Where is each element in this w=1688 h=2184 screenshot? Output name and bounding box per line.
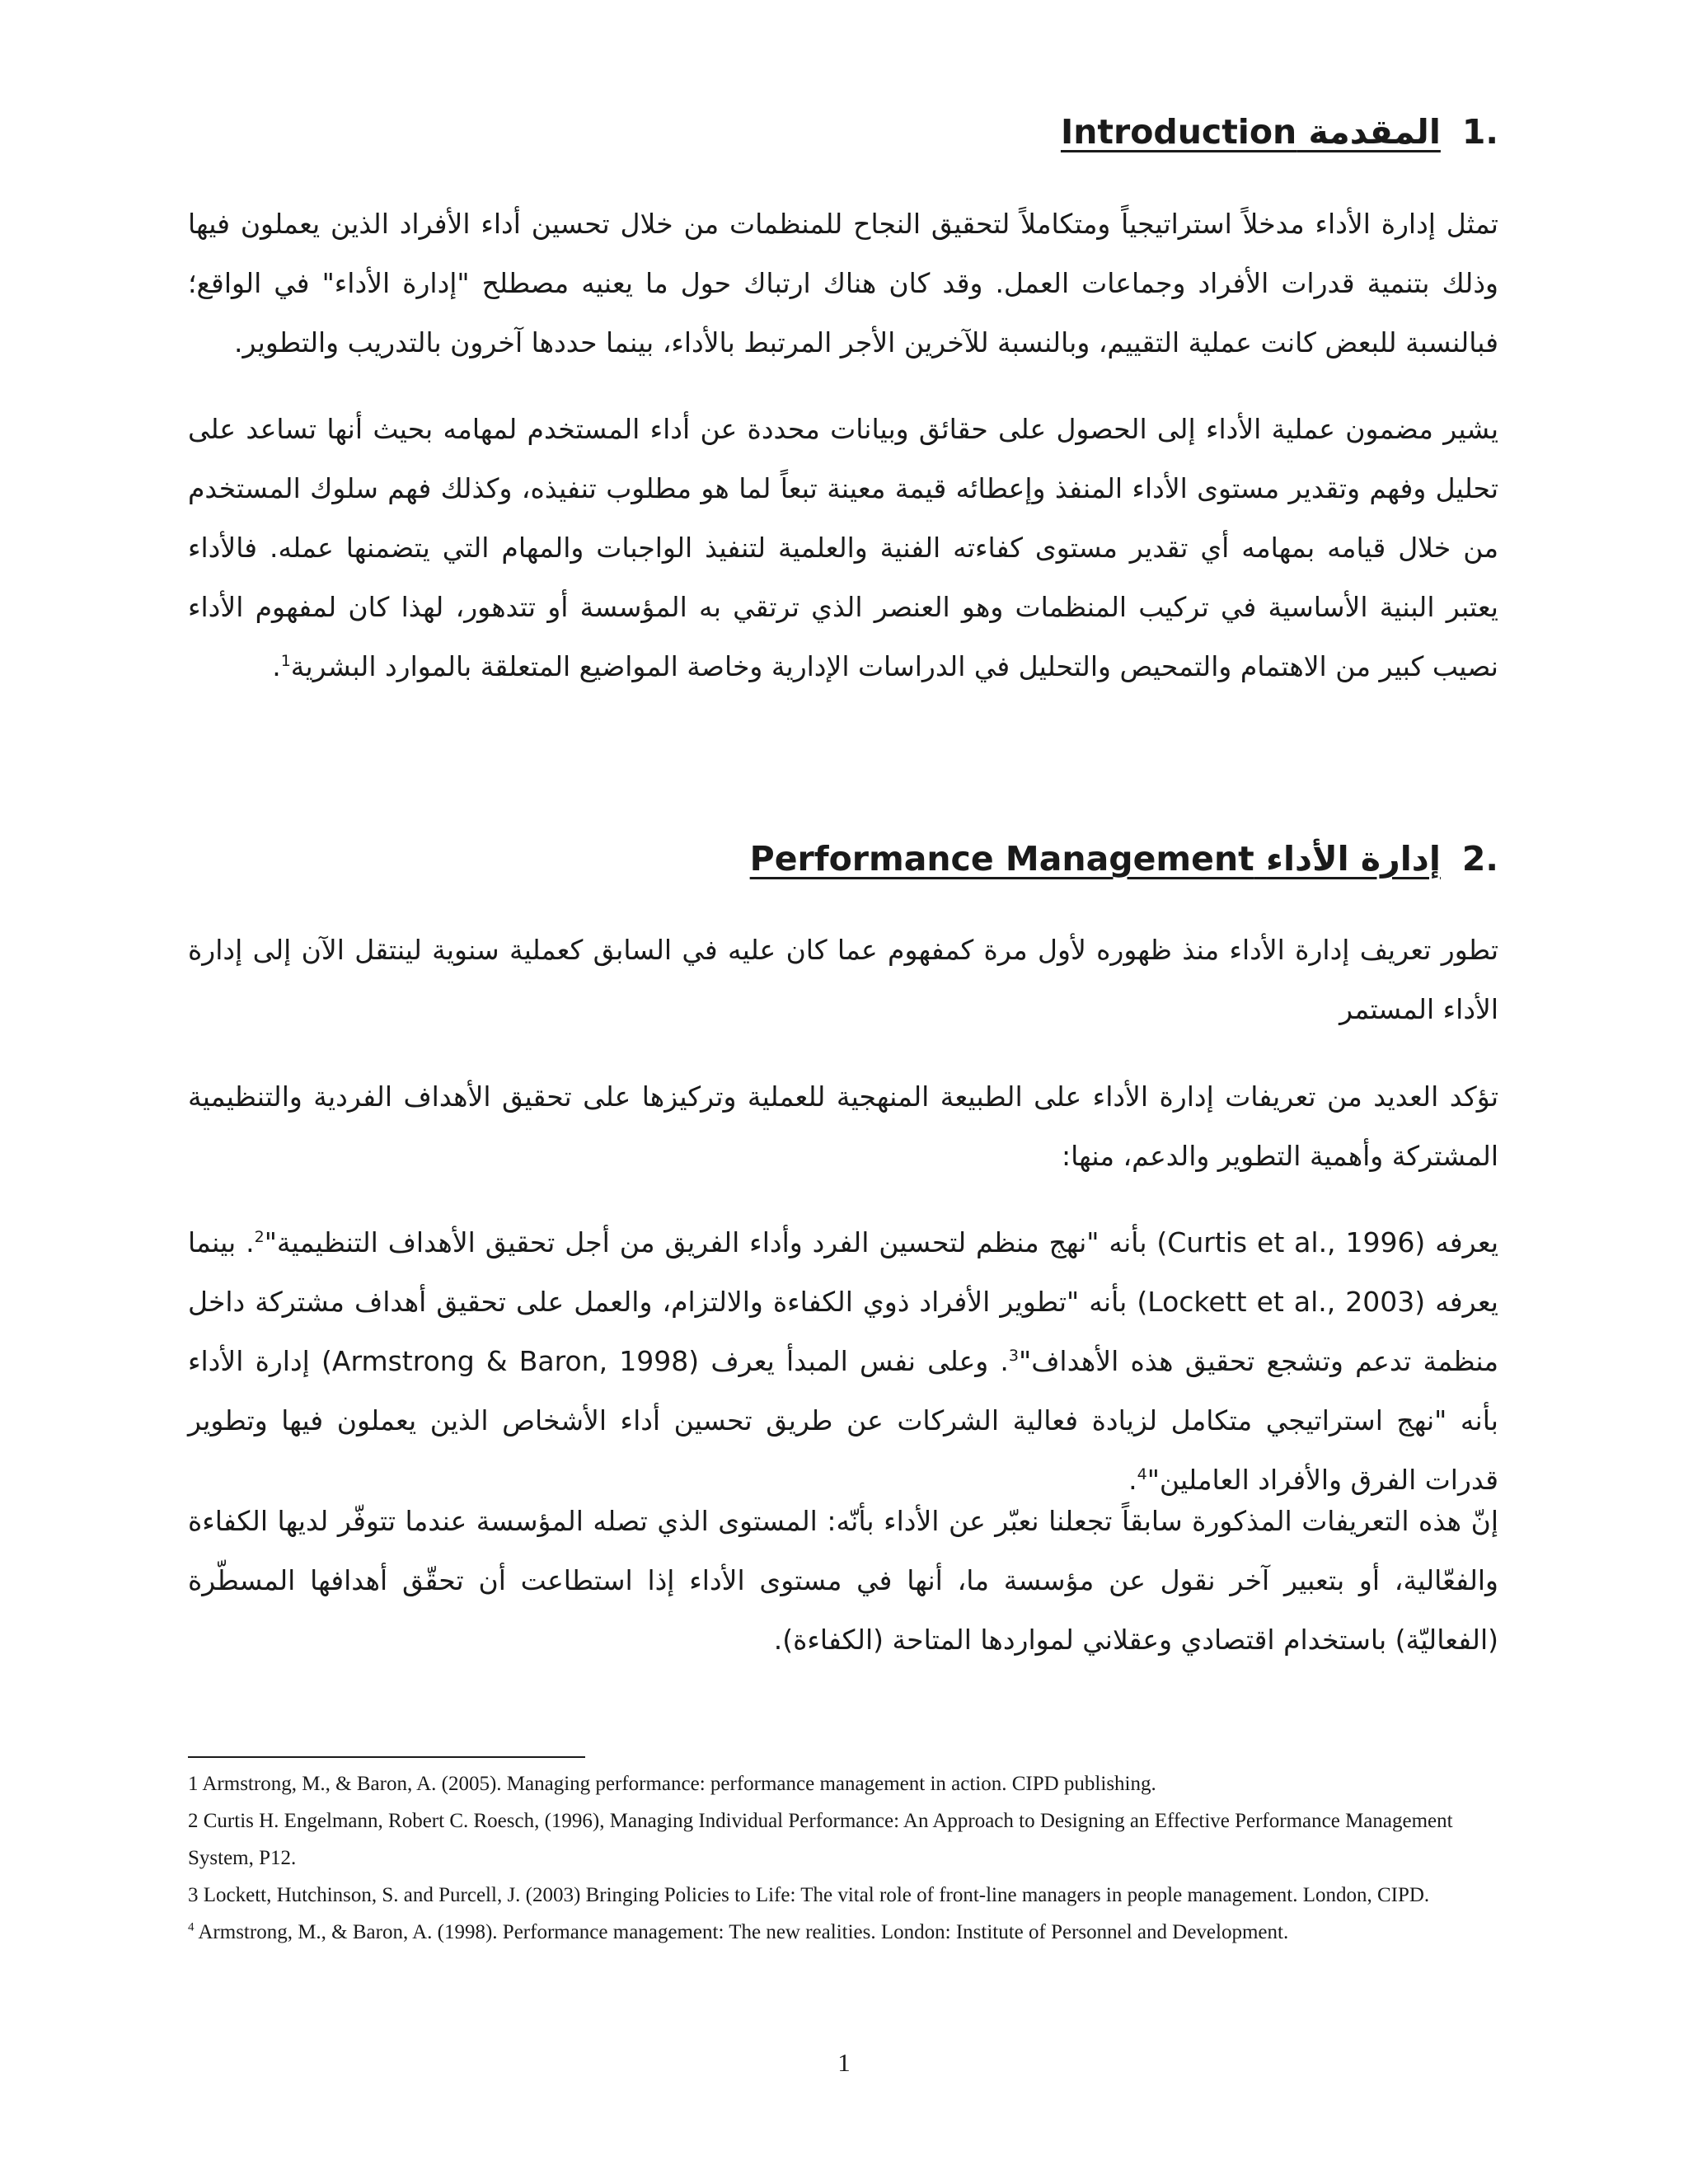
footnote-1-mark: 1 [188,1773,199,1795]
footnote-separator [188,1756,585,1758]
section-2-heading [188,834,1498,883]
footnotes [188,1765,1498,1951]
citation-armstrong: (Armstrong & Baron, 1998) [321,1345,700,1377]
footnote-3-mark: 3 [188,1884,199,1906]
section-1-paragraph-2-end: . [272,650,281,682]
footnote-2-mark: 2 [188,1810,199,1832]
footnote-ref-4: 4 [1137,1465,1147,1483]
section-1-title-ar: المقدمة [1308,112,1441,152]
section-2-title [750,839,1441,879]
section-1-title [1061,112,1441,152]
section-2-title-en: Performance Management [749,839,1254,879]
section-1-paragraph-2 [188,400,1498,696]
section-2-paragraph-1: تطور تعريف إدارة الأداء منذ ظهوره لأول مرة كمفهوم عما كان عليه في السابق كعملية سنوية لينتقل الآن إلى إدارة الأداء المستمر [188,934,1498,1025]
p3-text-2: بأنه "نهج منظم لتحسين الفرد وأداء الفريق من أجل تحقيق الأهداف التنظيمية" [264,1226,1157,1258]
section-2-paragraph-4: إنّ هذه التعريفات المذكورة سابقاً تجعلنا نعبّر عن الأداء بأنّه: المستوى الذي تصله المؤسسة عندما تتوفّر لديها الكفاءة والفعّالية، أو بتعبير آخر نقول عن مؤسسة ما، أنها في مستوى الأداء إذا استطاعت أن تحقّق أهدافها المسطّرة (الفعاليّة) باستخدام اقتصادي وعقلاني لمواردها المتاحة (الكفاءة). [188,1505,1498,1656]
footnote-2 [188,1802,1498,1877]
footnote-4 [188,1914,1498,1951]
section-1-paragraph-1: تمثل إدارة الأداء مدخلاً استراتيجياً ومتكاملاً لتحقيق النجاح للمنظمات من خلال تحسين أداء الأفراد الذين يعملون فيها وذلك بتنمية قدرات الأفراد وجماعات العمل. وقد كان هناك ارتباك حول ما يعنيه مصطلح "إدارة الأداء" في الواقع؛ فبالنسبة للبعض كانت عملية التقييم، وبالنسبة للآخرين الأجر المرتبط بالأداء، بينما حددها آخرون بالتدريب والتطوير. [188,208,1498,359]
citation-lockett: (Lockett et al., 2003) [1137,1286,1426,1318]
page-number: 1 [837,2048,851,2077]
p3-text-3: . بينما يعرفه [188,1226,1498,1318]
p3-text-4: بأنه "تطوير الأفراد ذوي الكفاءة والالتزام، والعمل على تحقيق أهداف مشتركة داخل منظمة تدعم وتشجع تحقيق هذه الأهداف" [188,1286,1499,1377]
p3-text-1: يعرفه [1425,1226,1498,1258]
section-1-number: .1 [1461,112,1498,152]
footnote-4-text: Armstrong, M., & Baron, A. (1998). Performance management: The new realities. London: Institute of Personnel and Development. [194,1921,1289,1943]
footnote-ref-1: 1 [280,652,291,670]
section-2-paragraph-2: تؤكد العديد من تعريفات إدارة الأداء على الطبيعة المنهجية للعملية وتركيزها على تحقيق الأهداف الفردية والتنظيمية المشتركة وأهمية التطوير والدعم، منها: [188,1080,1498,1172]
footnote-3 [188,1877,1498,1914]
section-1-paragraph-2-text: يشير مضمون عملية الأداء إلى الحصول على حقائق وبيانات محددة عن أداء المستخدم لمهامه بحيث أنها تساعد على تحليل وفهم وتقدير مستوى الأداء المنفذ وإعطائه قيمة معينة تبعاً لما هو مطلوب تنفيذه، وكذلك فهم سلوك المستخدم من خلال قيامه بمهامه أي تقدير مستوى كفاءته الفنية والعلمية لتنفيذ الواجبات والمهام التي يتضمنها عمله. فالأداء يعتبر البنية الأساسية في تركيب المنظمات وهو العنصر الذي ترتقي به المؤسسة أو تتدهور، لهذا كان لمفهوم الأداء نصيب كبير من الاهتمام والتمحيص والتحليل في الدراسات الإدارية وخاصة المواضيع المتعلقة بالموارد البشرية [188,413,1498,682]
p3-text-5: . وعلى نفس المبدأ يعرف [699,1345,1009,1377]
footnote-ref-3: 3 [1008,1347,1020,1365]
footnote-2-text: Curtis H. Engelmann, Robert C. Roesch, (1996), Managing Individual Performance: An Approach to Designing an Effective Performance Management System, P12. [188,1810,1453,1869]
section-2-title-ar: إدارة الأداء [1266,839,1441,879]
footnote-3-text: Lockett, Hutchinson, S. and Purcell, J. (2003) Bringing Policies to Life: The vital role of front-line managers in people management. London, CIPD. [198,1884,1430,1906]
section-1-title-en: Introduction [1060,112,1297,152]
section-1-heading [188,107,1498,157]
section-2-paragraph-3 [188,1213,1498,1510]
footnote-ref-2: 2 [254,1228,265,1246]
section-2-number: .2 [1461,839,1498,879]
p3-text-7: . [1128,1464,1137,1496]
footnote-1 [188,1765,1498,1802]
p3-text-6: إدارة الأداء بأنه "نهج استراتيجي متكامل لزيادة فعالية الشركات عن طريق تحسين أداء الأشخاص الذين يعملون فيها وتطوير قدرات الفرق والأفراد العاملين" [188,1345,1498,1496]
citation-curtis: (Curtis et al., 1996) [1156,1226,1426,1258]
footnote-4-mark: 4 [188,1920,195,1934]
footnote-1-text: Armstrong, M., & Baron, A. (2005). Managing performance: performance management in action. CIPD publishing. [198,1773,1156,1795]
